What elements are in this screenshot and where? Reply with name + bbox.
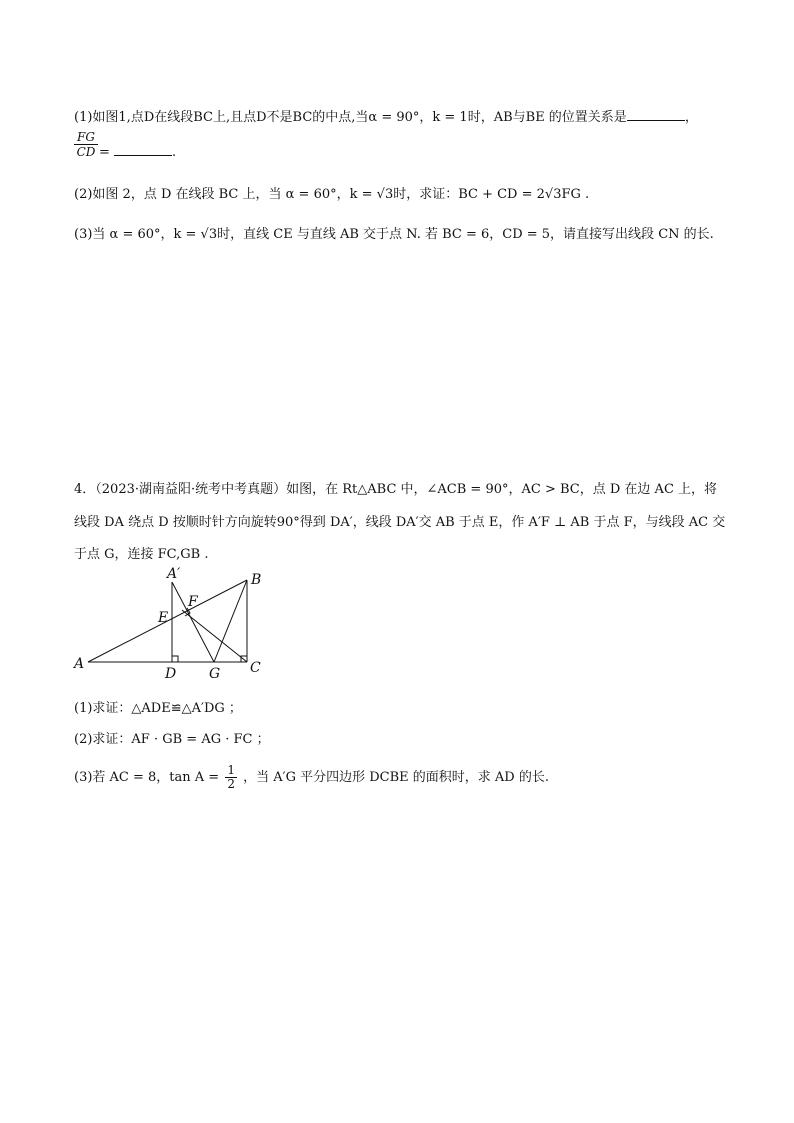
q4-sub3-denominator: 2 xyxy=(227,777,235,791)
q4-geometry-figure xyxy=(64,560,274,682)
q3-part1 xyxy=(74,106,698,125)
label-E: E xyxy=(158,610,169,626)
q4-sub2: (2)求证：AF · GB = AG · FC ； xyxy=(74,732,270,747)
label-G: G xyxy=(209,666,221,682)
segment-GB xyxy=(214,580,247,662)
q4-sub3-numerator: 1 xyxy=(227,763,235,777)
q3-fraction-denominator: CD xyxy=(76,145,96,159)
q3-answer-blank-1[interactable] xyxy=(627,120,685,121)
segment-FC xyxy=(182,610,247,662)
q3-answer-blank-2[interactable] xyxy=(114,155,172,156)
q4-sub3-pre: (3)若 AC = 8，tan A = xyxy=(74,770,220,785)
label-C: C xyxy=(250,660,261,676)
q4-sub3 xyxy=(74,764,549,791)
label-F: F xyxy=(188,594,198,610)
q3-fraction-equals: = xyxy=(99,145,110,160)
right-angle-mark-D xyxy=(172,656,178,662)
q4-sub1: (1)求证：△ADE≌△A′DG ； xyxy=(74,701,242,716)
label-D: D xyxy=(165,666,177,682)
q4-line1: 4．（2023·湖南益阳·统考中考真题）如图，在 Rt△ABC 中，∠ACB = 90°，AC > BC，点 D 在边 AC 上，将 xyxy=(74,482,718,497)
q4-line3: 于点 G，连接 FC,GB . xyxy=(74,547,209,562)
q3-fraction-end: . xyxy=(172,145,177,160)
q3-part1-end: ， xyxy=(684,110,698,125)
label-B: B xyxy=(251,572,262,588)
q3-fraction xyxy=(74,130,98,159)
q4-sub3-post: ，当 A′G 平分四边形 DCBE 的面积时，求 AD 的长. xyxy=(243,770,549,785)
q3-part3: (3)当 α = 60°，k = √3时，直线 CE 与直线 AB 交于点 N. 若 BC = 6，CD = 5，请直接写出线段 CN 的长. xyxy=(74,227,714,242)
q3-fraction-answer xyxy=(99,145,176,160)
q3-part1-text: (1)如图1,点D在线段BC上,且点D不是BC的中点,当α = 90°，k = 1时，AB与BE 的位置关系是 xyxy=(74,110,627,125)
label-A-prime: A′ xyxy=(167,566,181,582)
q4-sub3-fraction xyxy=(225,764,237,791)
label-A: A xyxy=(74,656,85,672)
q3-part2: (2)如图 2，点 D 在线段 BC 上，当 α = 60°，k = √3时，求证：BC + CD = 2√3FG . xyxy=(74,187,590,202)
q3-fraction-numerator: FG xyxy=(74,130,98,145)
q4-line2: 线段 DA 绕点 D 按顺时针方向旋转90°得到 DA′，线段 DA′交 AB 于点 E，作 A′F ⊥ AB 于点 F，与线段 AC 交 xyxy=(74,515,726,530)
